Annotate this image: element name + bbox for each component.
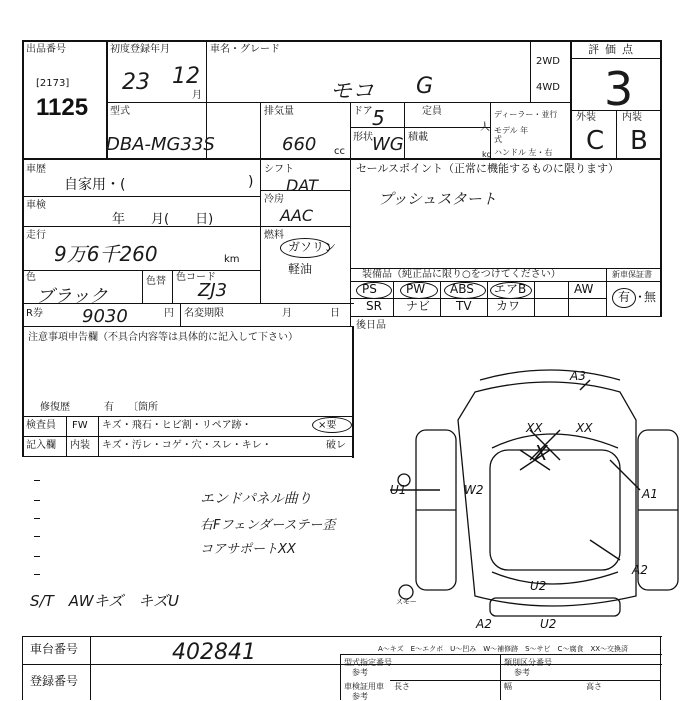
equip-pw-circle <box>400 282 438 299</box>
after-goods-label: 後日品 <box>356 320 386 331</box>
repair-label: 修復歴 <box>40 402 70 413</box>
mark-u2: U2 <box>530 579 547 593</box>
cert-label: 車検証用車 <box>344 682 384 691</box>
inspection-value: 年 月( 日) <box>112 212 214 227</box>
displacement: 660 <box>282 134 317 155</box>
chassis-label: 車台番号 <box>30 642 79 656</box>
equip-abs-circle <box>444 282 486 299</box>
history-label: 車歴 <box>26 164 46 175</box>
check-interior: 内装 <box>70 440 90 451</box>
equip-aw: AW <box>574 282 594 296</box>
type-ref: 参考 <box>352 668 368 677</box>
km-unit: km <box>224 254 240 265</box>
aircon-label: 冷房 <box>264 194 284 205</box>
mileage-label: 走行 <box>26 230 46 241</box>
rating-score: 3 <box>604 62 634 116</box>
drive-2wd: 2WD <box>536 56 560 67</box>
model-year-label: モデル 年式 <box>494 126 529 144</box>
mark-a2-side: A2 <box>632 563 648 577</box>
rating-label: 評価点 <box>588 43 639 56</box>
width-label: 幅 <box>504 682 512 691</box>
interior-label: 内装 <box>622 112 642 123</box>
car-name: モコ <box>330 79 375 104</box>
equip-tv: TV <box>456 299 472 313</box>
note-line2: 右Fフェンダーステー歪 <box>200 518 336 533</box>
mark-a2-rear: A2 <box>476 617 492 630</box>
type-label: 型式指定番号 <box>344 658 392 667</box>
handle-label: ハンドル 左・右 <box>494 148 553 157</box>
equip-ps-circle <box>356 282 392 299</box>
exterior-grade: C <box>586 126 605 156</box>
note-line3: コアサポートXX <box>200 542 296 557</box>
reg-year: 23 <box>122 70 150 95</box>
first-reg-label: 初度登録年月 <box>110 44 170 55</box>
class-ref: 参考 <box>514 668 530 677</box>
mark-a1: A1 <box>642 487 658 501</box>
chassis-number: 402841 <box>172 640 256 665</box>
warranty-yes: 有 <box>618 290 631 304</box>
note-line4: S/T AWキズ キズU <box>30 592 179 610</box>
check-fw-mark: ×要 <box>318 420 337 431</box>
drive-4wd: 4WD <box>536 82 560 93</box>
check-int-mark: 破レ <box>326 440 346 451</box>
warranty-label: 新車保証書 <box>612 270 652 279</box>
shape: WG <box>372 134 404 155</box>
dealer-label: ディーラー・並行 <box>494 110 558 119</box>
damage-legend: A～キズ E～エクボ U～凹み W～補修跡 S～サビ C～腐食 XX～交換済 <box>378 645 629 653</box>
lot-sub: [2173] <box>36 78 70 89</box>
kg-unit: kg <box>482 150 492 159</box>
recycle-label: R券 <box>26 308 43 319</box>
mark-u1: U1 <box>390 483 407 497</box>
check-int-text: キズ・汚レ・コゲ・穴・スレ・キレ・ <box>102 440 272 451</box>
displacement-label: 排気量 <box>264 106 294 117</box>
check-label2: 記入欄 <box>26 440 56 451</box>
colorcode-label: 色コード <box>176 272 216 283</box>
inspection-label: 車検 <box>26 200 46 211</box>
interior-grade: B <box>630 126 648 156</box>
yen-unit: 円 <box>164 308 174 319</box>
lot-number: 1125 <box>36 94 89 121</box>
mark-x: X <box>534 441 548 465</box>
reg-month: 12 <box>172 64 200 89</box>
shift-label: シフト <box>264 164 294 175</box>
fuel-label: 燃料 <box>264 230 284 241</box>
equip-abs: ABS <box>450 282 474 296</box>
model-code: DBA-MG33S <box>106 134 215 155</box>
equip-airbag-circle <box>490 282 532 299</box>
person-unit: 人 <box>480 122 490 133</box>
history-close: ) <box>248 174 254 190</box>
car-damage-diagram <box>380 360 680 630</box>
class-label: 類別区分番号 <box>504 658 552 667</box>
nc-month: 月 <box>282 308 292 319</box>
cert-ref: 参考 <box>352 692 368 701</box>
check-label1: 検査員 <box>26 420 56 431</box>
model-label: 型式 <box>110 106 130 117</box>
mark-w2: W2 <box>464 483 484 497</box>
sales-point-value: プッシュスタート <box>378 190 497 208</box>
fuel-diesel: 軽油 <box>288 262 313 276</box>
shape-label: 形状 <box>353 132 373 143</box>
equip-pw: PW <box>406 282 426 296</box>
color-label: 色 <box>26 272 36 283</box>
history-value: 自家用・( <box>64 177 126 193</box>
cc-unit: cc <box>334 146 345 157</box>
aircon-value: AAC <box>280 206 314 225</box>
equip-sr: SR <box>366 299 382 313</box>
nc-day: 日 <box>330 308 340 319</box>
spare-label: スモー <box>396 598 417 606</box>
equip-navi: ナビ <box>406 299 431 313</box>
doors: 5 <box>372 106 385 130</box>
color-change-label: 色替 <box>146 276 166 287</box>
repair-value: 有 <box>104 402 114 413</box>
notes-label: 注意事項申告欄（不具合内容等は具体的に記入して下さい） <box>28 332 298 343</box>
mark-xx-1: XX <box>526 421 543 435</box>
name-change-label: 名変期限 <box>184 308 224 319</box>
lot-no-label: 出品番号 <box>26 44 66 55</box>
warranty-sep: ・ <box>634 290 647 304</box>
repair-place: 〔箇所 <box>128 402 158 413</box>
sales-point-label: セールスポイント（正常に機能するものに限ります） <box>356 162 620 175</box>
warranty-circle <box>612 288 636 308</box>
height-label: 高さ <box>586 682 602 691</box>
mark-xx-2: XX <box>576 421 593 435</box>
recycle-value: 9030 <box>82 306 128 327</box>
capacity-label: 定員 <box>422 106 442 117</box>
grade: G <box>416 74 434 99</box>
length-label: 長さ <box>394 682 410 691</box>
reg-number-label: 登録番号 <box>30 674 79 688</box>
car-name-label: 車名・グレード <box>210 44 280 55</box>
door-label: ドア <box>353 106 373 117</box>
check-fw-text: キズ・飛石・ヒビ割・リペア跡・ <box>102 420 252 431</box>
equip-ps: PS <box>362 282 377 296</box>
exterior-label: 外装 <box>576 112 596 123</box>
mark-u2-rear: U2 <box>540 617 557 630</box>
warranty-no: 無 <box>644 290 657 304</box>
fuel-gasoline: ガソリン <box>288 240 337 254</box>
shift-value: DAT <box>286 176 318 195</box>
equip-airbag: エアB <box>494 282 527 296</box>
colorcode-value: ZJ3 <box>198 280 228 301</box>
mileage-value: 9万6千260 <box>54 242 158 266</box>
mark-a3: A3 <box>570 369 586 383</box>
equipment-label: 装備品（純正品に限り○をつけてください） <box>362 269 561 280</box>
equip-leather: カワ <box>496 299 521 313</box>
check-fw-circle <box>312 417 352 433</box>
load-label: 積載 <box>408 132 428 143</box>
month-unit: 月 <box>192 90 202 101</box>
color-value: ブラック <box>36 286 108 307</box>
fuel-circle <box>280 238 330 258</box>
check-fw: FW <box>72 420 88 431</box>
note-line1: エンドパネル曲り <box>200 491 312 507</box>
